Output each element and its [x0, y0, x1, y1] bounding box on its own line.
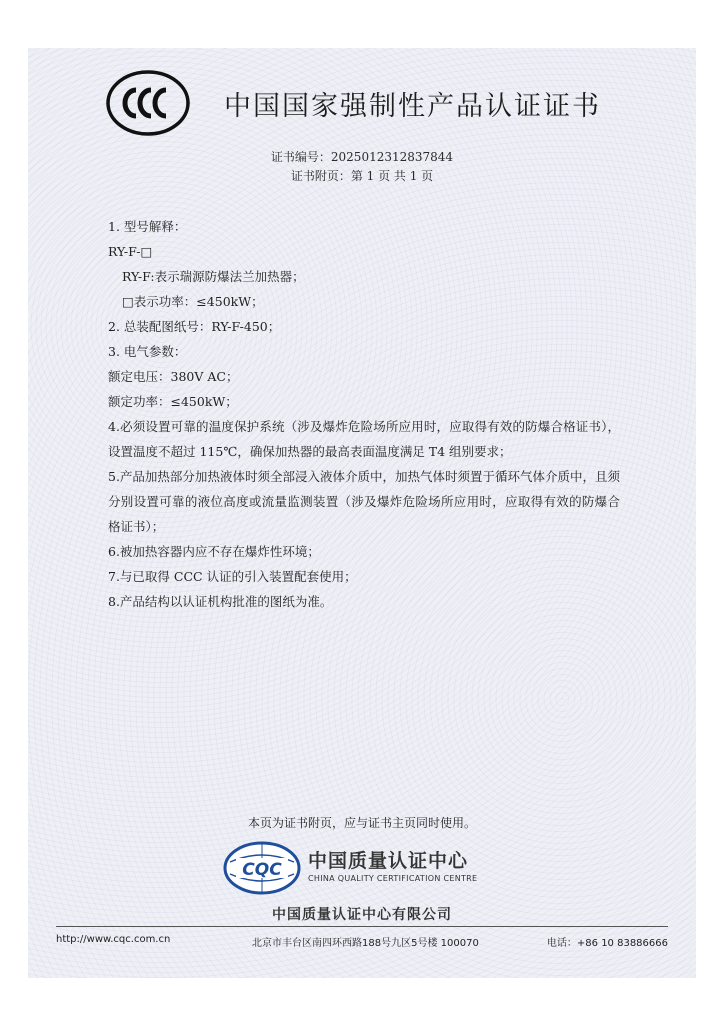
phone-number: 电话：+86 10 83886666 [546, 938, 668, 949]
contact-row [56, 934, 668, 950]
assembly-drawing-number: 2. 总装配图纸号：RY-F-450； [108, 319, 281, 334]
cqc-logo-icon [222, 840, 302, 896]
rated-voltage: 额定电压：380V AC； [108, 369, 239, 384]
rated-power: 额定功率：≤450kW； [108, 394, 238, 409]
model-explanation-heading: 1. 型号解释： [108, 219, 187, 234]
website-link[interactable]: http://www.cqc.com.cn [56, 934, 171, 945]
certificate-page-count: 证书附页：第 1 页 共 1 页 [290, 169, 434, 183]
condition-8: 8.产品结构以认证机构批准的图纸为准。 [108, 594, 333, 609]
certificate-content [108, 214, 620, 614]
condition-4: 4.必须设置可靠的温度保护系统（涉及爆炸危险场所应用时，应取得有效的防爆合格证书），设置温度不超过 115℃，确保加热器的最高表面温度满足 T4 组别要求； [108, 419, 620, 459]
condition-6: 6.被加热容器内应不存在爆炸性环境； [108, 544, 320, 559]
electrical-params-heading: 3. 电气参数： [108, 344, 187, 359]
certificate-number: 证书编号：2025012312837844 [270, 150, 454, 164]
svg-text:CQC: CQC [242, 860, 282, 880]
footer-divider [56, 926, 668, 927]
company-name: 中国质量认证中心有限公司 [272, 907, 452, 923]
model-meaning: RY-F:表示瑞源防爆法兰加热器； [122, 269, 305, 284]
model-code: RY-F-□ [108, 244, 153, 259]
certificate-info [28, 148, 696, 186]
condition-7: 7.与已取得 CCC 认证的引入装置配套使用； [108, 569, 357, 584]
cqc-name-en: CHINA QUALITY CERTIFICATION CENTRE [308, 874, 478, 883]
certificate-header [106, 70, 626, 140]
certificate-title: 中国国家强制性产品认证证书 [224, 91, 601, 122]
power-meaning: □表示功率：≤450kW； [122, 294, 264, 309]
cqc-branding [222, 840, 522, 898]
certificate-page [28, 48, 696, 978]
ccc-logo-icon [106, 70, 190, 136]
address: 北京市丰台区南四环西路188号九区5号楼 100070 [252, 938, 479, 949]
cqc-name-cn: 中国质量认证中心 [308, 850, 469, 872]
attachment-note: 本页为证书附页，应与证书主页同时使用。 [247, 816, 476, 830]
condition-5: 5.产品加热部分加热液体时须全部浸入液体介质中，加热气体时须置于循环气体介质中，且须分别设置可靠的液位高度或流量监测装置（涉及爆炸危险场所应用时，应取得有效的防爆合格证书）； [108, 469, 620, 534]
